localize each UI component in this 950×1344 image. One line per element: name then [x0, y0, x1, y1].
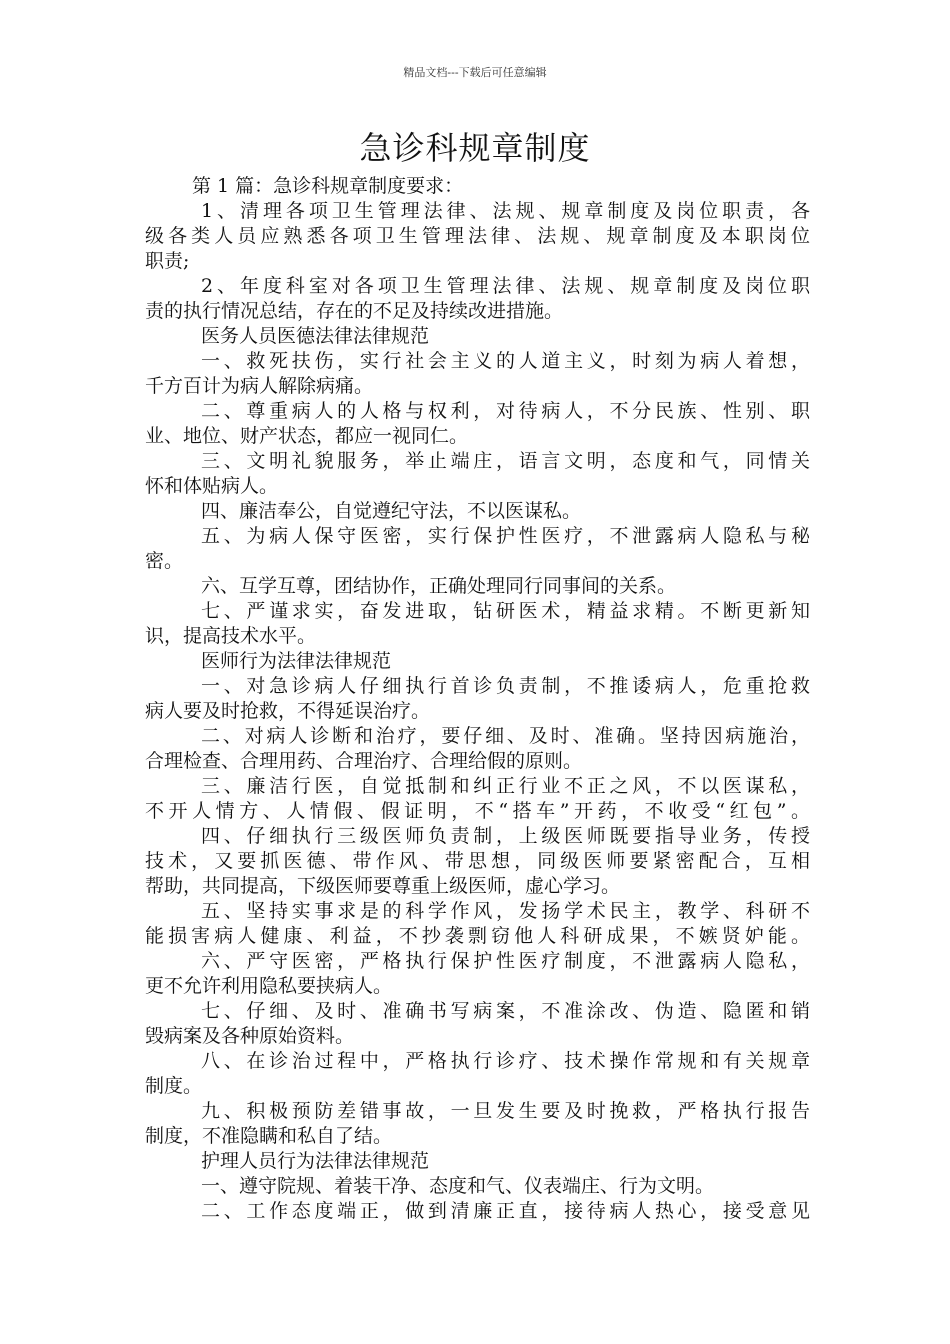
text-line: 三、文明礼貌服务，举止端庄，语言文明，态度和气，同情关: [201, 450, 810, 472]
text-line: 五、为病人保守医密，实行保护性医疗，不泄露病人隐私与秘: [201, 525, 810, 547]
text-line: 毁病案及各种原始资料。: [145, 1025, 355, 1047]
text-line: 二、工作态度端正，做到清廉正直，接待病人热心，接受意见: [201, 1200, 810, 1222]
text-line: 制度，不准隐瞒和私自了结。: [145, 1125, 393, 1147]
text-line: 更不允许利用隐私要挟病人。: [145, 975, 393, 997]
text-line: 六、严守医密，严格执行保护性医疗制度，不泄露病人隐私，: [201, 950, 810, 972]
text-line: 业、地位、财产状态，都应一视同仁。: [145, 425, 469, 447]
text-line: 千方百计为病人解除病痛。: [145, 375, 374, 397]
text-line: 七、严谨求实，奋发进取，钻研医术，精益求精。不断更新知: [201, 600, 810, 622]
text-line: 帮助，共同提高，下级医师要尊重上级医师，虚心学习。: [145, 875, 621, 897]
text-line: 三、廉洁行医，自觉抵制和纠正行业不正之风，不以医谋私，: [201, 775, 810, 797]
text-line: 一、对急诊病人仔细执行首诊负责制，不推诿病人，危重抢救: [201, 675, 810, 697]
text-line: 能损害病人健康、利益，不抄袭剽窃他人科研成果，不嫉贤妒能。: [145, 925, 810, 947]
text-line: 六、互学互尊，团结协作，正确处理同行同事间的关系。: [201, 575, 677, 597]
text-line: 2、年度科室对各项卫生管理法律、法规、规章制度及岗位职: [201, 275, 810, 297]
text-line: 级各类人员应熟悉各项卫生管理法律、法规、规章制度及本职岗位: [145, 225, 810, 247]
text-line: 一、救死扶伤，实行社会主义的人道主义，时刻为病人着想，: [201, 350, 810, 372]
text-line: 病人要及时抢救，不得延误治疗。: [145, 700, 431, 722]
text-line: 密。: [145, 550, 184, 572]
text-line: 二、尊重病人的人格与权利，对待病人，不分民族、性别、职: [201, 400, 810, 422]
text-line: 职责;: [145, 250, 190, 272]
text-line: 技术，又要抓医德、带作风、带思想，同级医师要紧密配合，互相: [145, 850, 810, 872]
section-heading: 护理人员行为法律法律规范: [201, 1150, 430, 1172]
text-line: 二、对病人诊断和治疗，要仔细、及时、准确。坚持因病施治，: [201, 725, 810, 747]
text-line: 识，提高技术水平。: [145, 625, 317, 647]
text-line: 一、遵守院规、着装干净、态度和气、仪表端庄、行为文明。: [201, 1175, 715, 1197]
text-line: 五、坚持实事求是的科学作风，发扬学术民主，教学、科研不: [201, 900, 810, 922]
section-heading: 医务人员医德法律法律规范: [201, 325, 430, 347]
document-title: 急诊科规章制度: [359, 129, 591, 167]
page-header-watermark: 精品文档---下载后可任意编辑: [403, 66, 547, 79]
text-line: 第 1 篇：急诊科规章制度要求：: [192, 175, 464, 197]
text-line: 责的执行情况总结，存在的不足及持续改进措施。: [145, 300, 564, 322]
text-line: 合理检查、合理用药、合理治疗、合理给假的原则。: [145, 750, 583, 772]
text-line: 七、仔细、及时、准确书写病案，不准涂改、伪造、隐匿和销: [201, 1000, 810, 1022]
text-line: 八、在诊治过程中，严格执行诊疗、技术操作常规和有关规章: [201, 1050, 810, 1072]
text-line: 怀和体贴病人。: [145, 475, 279, 497]
text-line: 九、积极预防差错事故，一旦发生要及时挽救，严格执行报告: [201, 1100, 810, 1122]
text-line: 1、清理各项卫生管理法律、法规、规章制度及岗位职责，各: [201, 200, 810, 222]
text-line: 不开人情方、人情假、假证明，不“搭车”开药，不收受“红包”。: [145, 800, 810, 822]
document-body: [145, 174, 810, 1224]
text-line: 四、廉洁奉公，自觉遵纪守法，不以医谋私。: [201, 500, 582, 522]
text-line: 制度。: [145, 1075, 203, 1097]
section-heading: 医师行为法律法律规范: [201, 650, 392, 672]
text-line: 四、仔细执行三级医师负责制，上级医师既要指导业务，传授: [201, 825, 810, 847]
